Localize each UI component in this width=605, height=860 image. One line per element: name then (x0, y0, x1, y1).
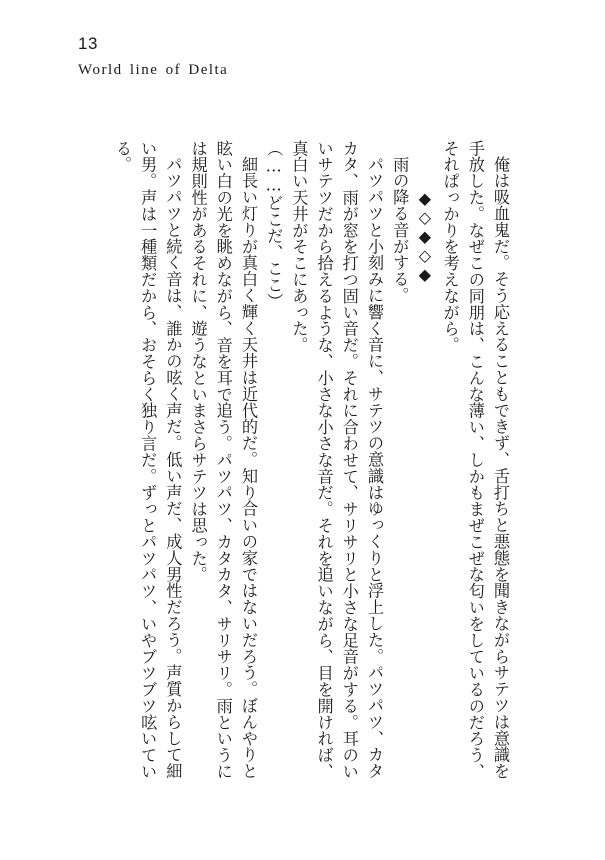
scene-break-separator: ◆◇◆◇◆ (415, 188, 435, 284)
page-number: 13 (78, 34, 98, 53)
paragraph-1: 俺は吸血鬼だ。そう応えることもできず、舌打ちと悪態を聞きながらサテツは意識を手放した。なぜこの同朋は、こんな薄い、しかもまぜこぜな匂いをしているのだろう、それぱっかりを考えながら。 (440, 140, 510, 780)
paragraph-5: 細長い灯りが真白く輝く天井は近代的だ。知り合いの家ではないだろう。ぼんやりと眩い白の光を眺めながら、音を耳で追う。パツパツ、カタカタ、サリサリ。雨というには規則性があるそれに、遊うなといまさらサテツは思った。 (188, 140, 258, 780)
vertical-body-text (73, 140, 513, 790)
paragraph-2: 雨の降る音がする。 (390, 156, 410, 304)
paragraph-6: パツパツと続く音は、誰かの呟く声だ。低い声だ、成人男性だろう。声質からして細い男。声は一種類だから、おそらく独り言だ。ずっとパツパツ、いやブツブツ呟いている。 (112, 140, 183, 780)
running-title: World line of Delta (78, 62, 229, 78)
paragraph-4-inner-thought: （……どこだ、ここ） (264, 140, 284, 310)
paragraph-3: パツパツと小刻みに響く音に、サテツの意識はゆっくりと浮上した。パツパツ、カタカタ、雨が窓を打つ固い音だ。それに合わせて、サリサリと小さな足音がする。耳のいいサテツだから拾えるような、小さな小さな音だ。それを追いながら、目を開ければ、真白い天井がそこにあった。 (289, 140, 384, 780)
